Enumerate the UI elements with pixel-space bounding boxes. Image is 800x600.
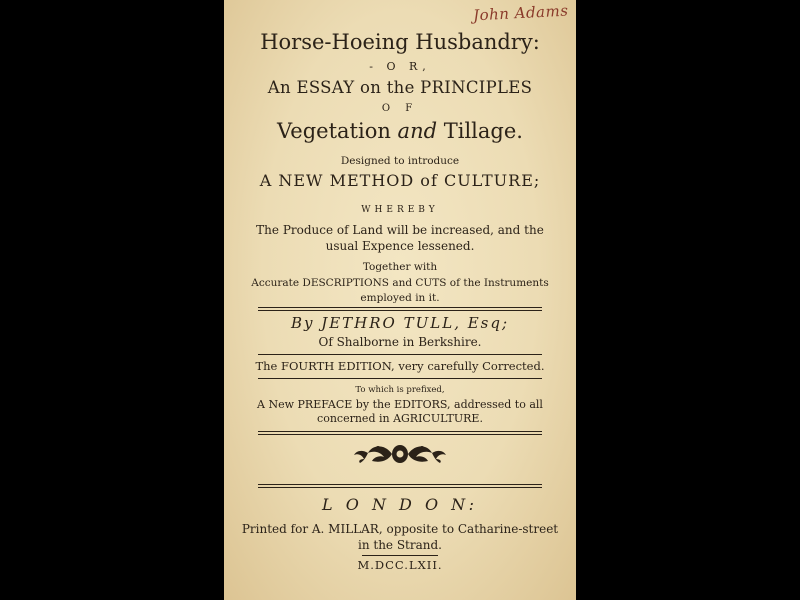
preface-line-1: A New PREFACE by the EDITORS, addressed to all xyxy=(257,398,543,411)
subtitle-vegetation xyxy=(224,121,576,142)
together-line: Together with xyxy=(362,261,438,273)
publication-date: M.DCC.LXII. xyxy=(357,558,443,572)
rule-above-imprint xyxy=(258,484,542,485)
handwritten-signature: John Adams xyxy=(472,1,569,25)
book-title: Horse-Hoeing Husbandry: xyxy=(260,30,540,54)
essay-line: An ESSAY on the PRINCIPLES xyxy=(267,78,533,97)
rule-above-date xyxy=(362,555,438,556)
imprint-line-2: in the Strand. xyxy=(357,538,442,552)
rule-below-edition xyxy=(258,378,542,379)
author-line: By JETHRO TULL, Esq; xyxy=(290,314,510,332)
title-page xyxy=(224,0,576,600)
produce-line-1: The Produce of Land will be increased, and the xyxy=(256,223,544,237)
edition-line: The FOURTH EDITION, very carefully Corrected. xyxy=(255,359,545,373)
preface-line-2: concerned in AGRICULTURE. xyxy=(317,412,483,425)
and-italic: and xyxy=(397,119,438,143)
printer-ornament-icon xyxy=(350,441,450,467)
produce-line-2: usual Expence lessened. xyxy=(325,239,475,253)
author-location: Of Shalborne in Berkshire. xyxy=(318,335,482,349)
rule-above-author xyxy=(258,307,542,308)
whereby-line: WHEREBY xyxy=(361,205,439,215)
rule-above-edition xyxy=(258,354,542,355)
vegetation-text: Vegetation xyxy=(277,119,398,143)
designed-line: Designed to introduce xyxy=(340,155,460,167)
or-line: - O R, xyxy=(369,60,431,73)
imprint-line-1: Printed for A. MILLAR, opposite to Catharine-street xyxy=(241,522,559,536)
of-line: O F xyxy=(381,103,419,114)
new-method-line: A NEW METHOD of CULTURE; xyxy=(259,171,541,190)
accurate-line-1: Accurate DESCRIPTIONS and CUTS of the Instruments xyxy=(251,277,549,289)
tillage-text: Tillage. xyxy=(437,119,523,143)
rule-above-ornament xyxy=(258,431,542,432)
accurate-line-2: employed in it. xyxy=(360,292,440,304)
prefixed-line: To which is prefixed, xyxy=(355,385,445,395)
imprint-city: L O N D O N: xyxy=(322,495,478,514)
